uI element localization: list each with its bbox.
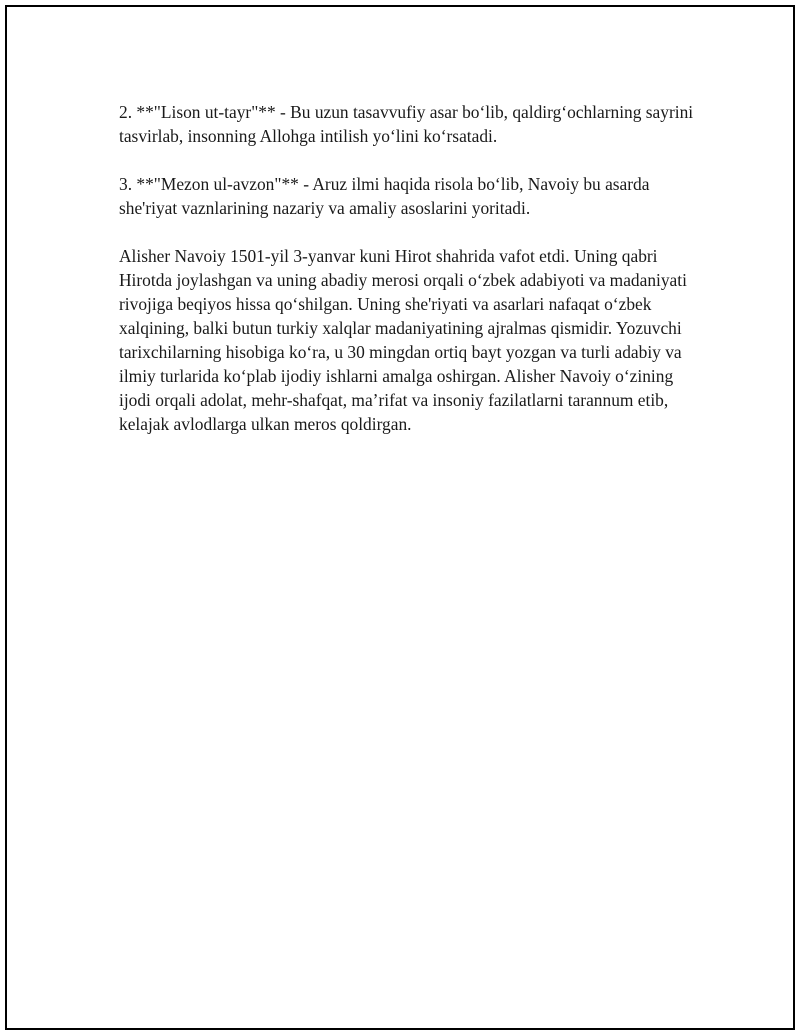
paragraph-mezon-ul-avzon: 3. **"Mezon ul-avzon"** - Aruz ilmi haqida risola bo‘lib, Navoiy bu asarda she'riyat vaznlarining nazariy va amaliy asoslarini yoritadi. [119, 174, 650, 218]
page-content [119, 100, 694, 460]
page-frame [5, 5, 795, 1030]
paragraph-biography: Alisher Navoiy 1501-yil 3-yanvar kuni Hirot shahrida vafot etdi. Uning qabri Hirotda joylashgan va uning abadiy merosi orqali o‘zbek adabiyoti va madaniyati rivojiga beqiyos hissa qo‘shilgan. Uning she'riyati va asarlari nafaqat o‘zbek xalqining, balki butun turkiy xalqlar madaniyatining ajralmas qismidir. Yozuvchi tarixchilarning hisobiga ko‘ra, u 30 mingdan ortiq bayt yozgan va turli adabiy va ilmiy turlarida ko‘plab ijodiy ishlarni amalga oshirgan. Alisher Navoiy o‘zining ijodi orqali adolat, mehr-shafqat, ma’rifat va insoniy fazilatlarni tarannum etib, kelajak avlodlarga ulkan meros qoldirgan. [119, 246, 687, 434]
paragraph-lison-ut-tayr: 2. **"Lison ut-tayr"** - Bu uzun tasavvufiy asar bo‘lib, qaldirg‘ochlarning sayrini tasvirlab, insonning Allohga intilish yo‘lini ko‘rsatadi. [119, 102, 694, 146]
